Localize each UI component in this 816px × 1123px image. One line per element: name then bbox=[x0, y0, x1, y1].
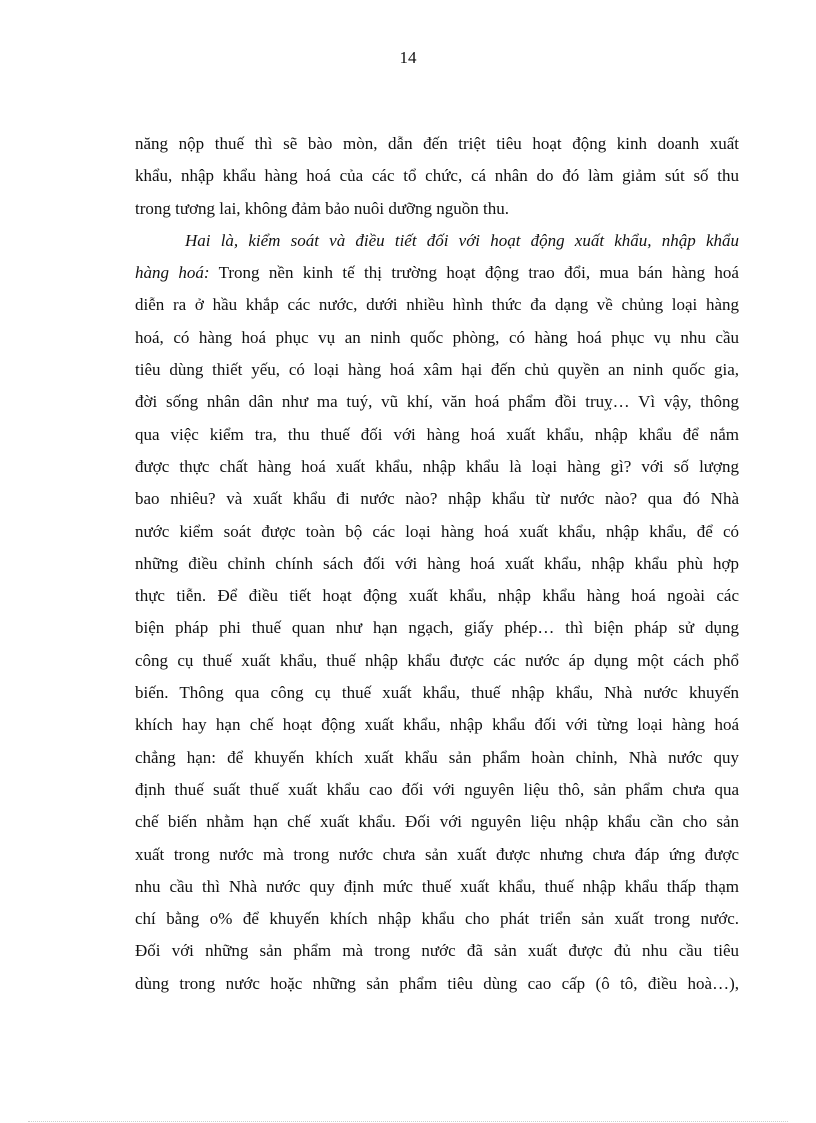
text-line: được thực chất hàng hoá xuất khẩu, nhập khẩu là loại hàng gì? với số lượng bbox=[135, 456, 739, 476]
text-line: chế biến nhằm hạn chế xuất khẩu. Đối với nguyên liệu nhập khẩu cần cho sản bbox=[135, 812, 739, 832]
text-line: đời sống nhân dân như ma tuý, vũ khí, văn hoá phẩm đồi truỵ… Vì vậy, thông bbox=[135, 392, 739, 412]
text-line bbox=[135, 257, 739, 289]
text-line: qua việc kiểm tra, thu thuế đối với hàng hoá xuất khẩu, nhập khẩu để nắm bbox=[135, 424, 739, 444]
text-line: nhu cầu thì Nhà nước quy định mức thuế xuất khẩu, thuế nhập khẩu thấp thạm bbox=[135, 876, 739, 896]
text-line: tiêu dùng thiết yếu, có loại hàng hoá xâm hại đến chủ quyền an ninh quốc gia, bbox=[135, 360, 739, 380]
text-line: khích hay hạn chế hoạt động xuất khẩu, nhập khẩu đối với từng loại hàng hoá bbox=[135, 715, 739, 735]
text-line: Đối với những sản phẩm mà trong nước đã sản xuất được đủ nhu cầu tiêu bbox=[135, 941, 739, 961]
text-line: trong tương lai, không đảm bảo nuôi dưỡng nguồn thu. bbox=[135, 198, 510, 218]
text-line: những điều chỉnh chính sách đối với hàng hoá xuất khẩu, nhập khẩu phù hợp bbox=[135, 553, 739, 573]
text-line: định thuế suất thuế xuất khẩu cao đối với nguyên liệu thô, sản phẩm chưa qua bbox=[135, 779, 739, 799]
text-line: biến. Thông qua công cụ thuế xuất khẩu, thuế nhập khẩu, Nhà nước khuyến bbox=[135, 683, 739, 703]
text-line: chẳng hạn: để khuyến khích xuất khẩu sản phẩm hoàn chỉnh, Nhà nước quy bbox=[135, 747, 739, 767]
text-line-rest: Trong nền kinh tế thị trường hoạt động trao đổi, mua bán hàng hoá bbox=[209, 263, 739, 283]
text-line: xuất trong nước mà trong nước chưa sản xuất được nhưng chưa đáp ứng được bbox=[135, 844, 739, 864]
body-text bbox=[135, 128, 739, 1000]
text-line: công cụ thuế xuất khẩu, thuế nhập khẩu được các nước áp dụng một cách phổ bbox=[135, 650, 739, 670]
text-line: chí bằng o% để khuyến khích nhập khẩu cho phát triển sản xuất trong nước. bbox=[135, 909, 739, 929]
text-line: hoá, có hàng hoá phục vụ an ninh quốc phòng, có hàng hoá phục vụ nhu cầu bbox=[135, 327, 739, 347]
text-line: khẩu, nhập khẩu hàng hoá của các tổ chức, cá nhân do đó làm giảm sút số thu bbox=[135, 166, 739, 186]
paragraph-heading: Hai là, kiểm soát và điều tiết đối với hoạt động xuất khẩu, nhập khẩu bbox=[185, 230, 739, 250]
page-number: 14 bbox=[399, 48, 417, 67]
text-line: nước kiểm soát được toàn bộ các loại hàng hoá xuất khẩu, nhập khẩu, để có bbox=[135, 521, 739, 541]
text-line: biện pháp phi thuế quan như hạn ngạch, giấy phép… thì biện pháp sử dụng bbox=[135, 618, 739, 638]
text-line: diễn ra ở hầu khắp các nước, dưới nhiều hình thức đa dạng về chủng loại hàng bbox=[135, 295, 739, 315]
text-line: thực tiễn. Để điều tiết hoạt động xuất khẩu, nhập khẩu hàng hoá ngoài các bbox=[135, 586, 739, 606]
text-line: năng nộp thuế thì sẽ bào mòn, dẫn đến triệt tiêu hoạt động kinh doanh xuất bbox=[135, 134, 739, 153]
paragraph-heading-end: hàng hoá: bbox=[135, 263, 210, 283]
page-bottom-divider bbox=[28, 1121, 788, 1122]
text-line: dùng trong nước hoặc những sản phẩm tiêu dùng cao cấp (ô tô, điều hoà…), bbox=[135, 973, 739, 993]
text-line: bao nhiêu? và xuất khẩu đi nước nào? nhập khẩu từ nước nào? qua đó Nhà bbox=[135, 489, 739, 509]
